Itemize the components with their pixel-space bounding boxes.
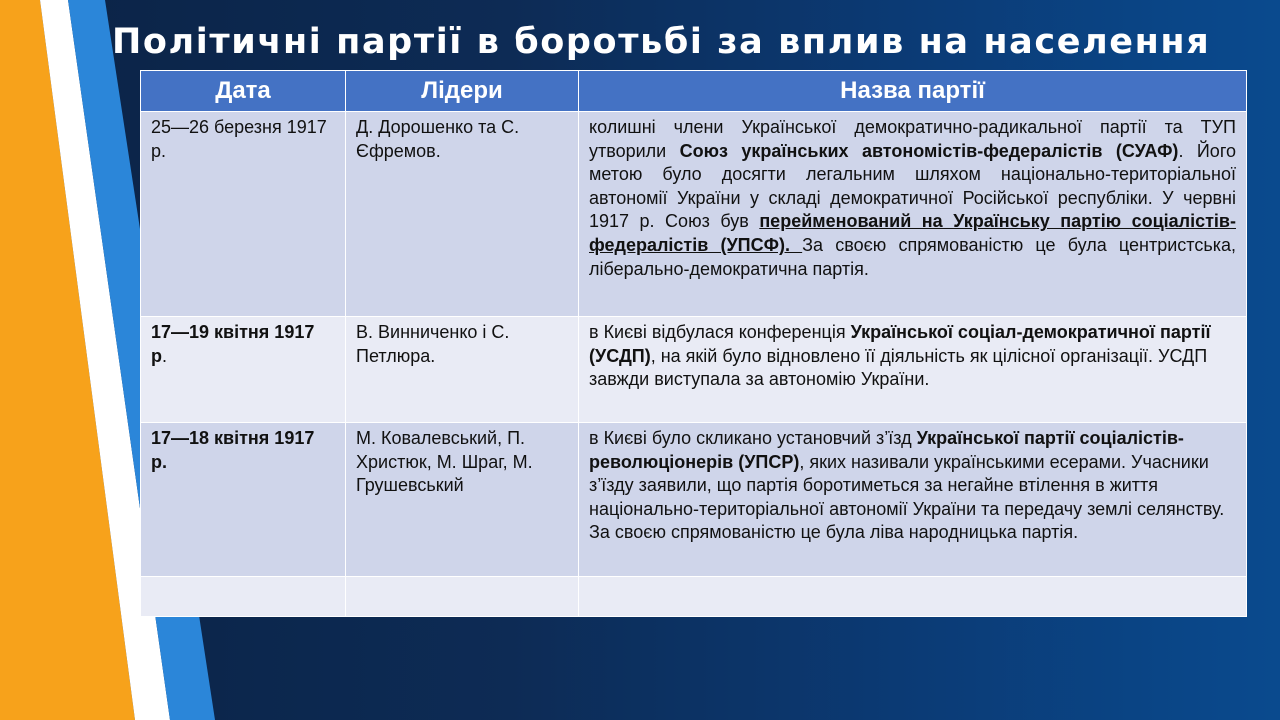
description-text: За своєю спрямованістю це була центристська, ліберально-демократична партія. [589, 234, 1236, 279]
cell-date [141, 423, 346, 577]
description-text: , на якій було відновлено її діяльність як цілісної організації. УСДП завжди виступала за автономію України. [589, 345, 1208, 390]
cell-date [141, 317, 346, 423]
party-rename-underlined: перейменований на Українську партію соціалістів-федералістів (УПСФ). [589, 211, 1236, 255]
cell-empty [346, 577, 579, 617]
leaders-text: В. Винниченко і С. Петлюра. [356, 322, 510, 366]
cell-description [579, 317, 1247, 423]
leaders-text: М. Ковалевський, П. Христюк, М. Шраг, М. Грушевський [356, 428, 533, 496]
cell-leaders [346, 112, 579, 317]
header-party-name: Назва партії [579, 71, 1247, 112]
cell-empty [141, 577, 346, 617]
cell-description [579, 423, 1247, 577]
description-text: в Києві було скликано установчий з’їзд [589, 428, 917, 448]
table-row-empty [141, 577, 1247, 617]
party-name-bold: Української партії соціалістів-революціонерів (УПСР) [589, 428, 1184, 472]
description-text: , яких називали українськими есерами. Учасники з’їзду заявили, що партія боротиметься за негайне втілення в життя національно-територіальної автономії України та передачу землі селянству. За своєю спрямованістю це була ліва народницька партія. [589, 451, 1225, 543]
date-text-tail: . [162, 345, 168, 366]
date-text-bold: 17—19 квітня 1917 р [151, 322, 315, 366]
date-text: 25—26 березня 1917 р. [151, 117, 327, 161]
parties-table [140, 70, 1247, 617]
leaders-text: Д. Дорошенко та С. Єфремов. [356, 117, 520, 161]
cell-date [141, 112, 346, 317]
description-text: колишні члени Української демократично-радикальної партії та ТУП утворили [589, 117, 1236, 161]
table-header-row [141, 71, 1247, 112]
party-name-bold: Української соціал-демократичної партії (УСДП) [589, 322, 1211, 366]
header-leaders: Лідери [346, 71, 579, 112]
cell-description [579, 112, 1247, 317]
description-text: в Києві відбулася конференція [589, 322, 851, 342]
cell-leaders [346, 423, 579, 577]
table-row [141, 112, 1247, 317]
date-text-bold: 17—18 квітня 1917 р. [151, 428, 315, 472]
description-text: . Його метою було досягти легальним шляхом національно-територіальної автономії України у складі демократичної Російської республіки. У червні 1917 р. Союз був [589, 140, 1236, 232]
party-name-bold: Союз українських автономістів-федералістів (СУАФ) [679, 140, 1179, 161]
cell-leaders [346, 317, 579, 423]
cell-empty [579, 577, 1247, 617]
slide-title: Політичні партії в боротьбі за вплив на населення [112, 22, 1211, 62]
header-date: Дата [141, 71, 346, 112]
table-row [141, 317, 1247, 423]
table-row [141, 423, 1247, 577]
